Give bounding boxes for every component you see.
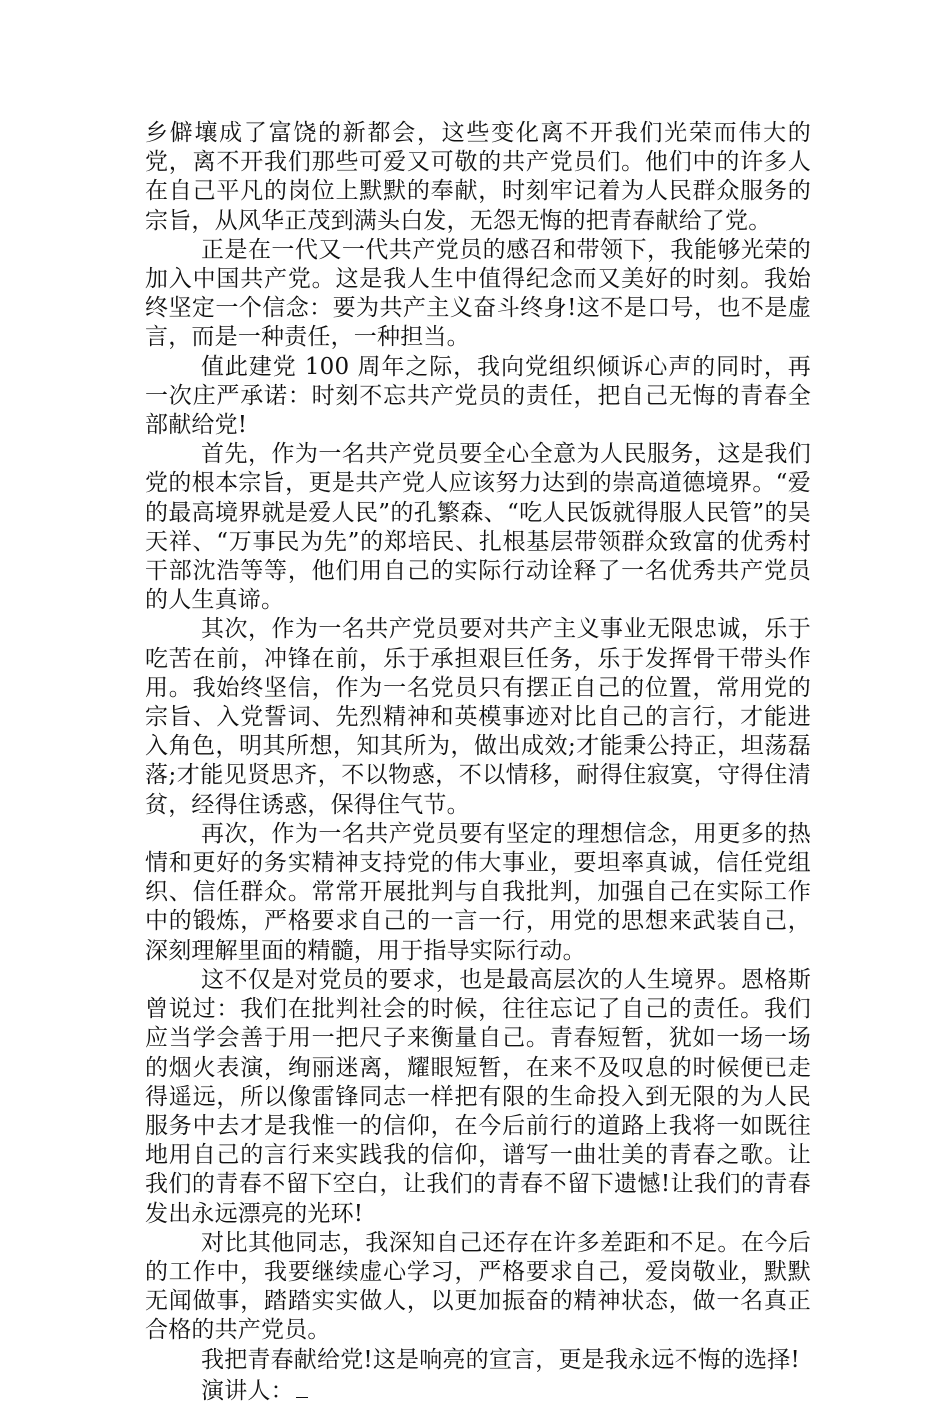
paragraph-6: 再次，作为一名共产党员要有坚定的理想信念，用更多的热情和更好的务实精神支持党的伟大事业，要坦率真诚，信任党组织、信任群众。常常开展批判与自我批判，加强自己在实际工作中的锻炼，严格要求自己的一言一行，用党的思想来武装自己，深刻理解里面的精髓，用于指导实际行动。 bbox=[145, 820, 811, 964]
signature-label: 演讲人： bbox=[201, 1377, 294, 1404]
paragraph-3: 值此建党 100 周年之际，我向党组织倾诉心声的同时，再一次庄严承诺：时刻不忘共产党员的责任，把自己无悔的青春全部献给党! bbox=[145, 353, 811, 439]
paragraph-8: 对比其他同志，我深知自己还存在许多差距和不足。在今后的工作中，我要继续虚心学习，严格要求自己，爱岗敬业，默默无闻做事，踏踏实实做人，以更加振奋的精神状态，做一名真正合格的共产党员。 bbox=[145, 1229, 811, 1344]
signature-line bbox=[145, 1375, 811, 1406]
paragraph-7: 这不仅是对党员的要求，也是最高层次的人生境界。恩格斯曾说过：我们在批判社会的时候，往往忘记了自己的责任。我们应当学会善于用一把尺子来衡量自己。青春短暂，犹如一场一场的烟火表演，绚丽迷离，耀眼短暂，在来不及叹息的时候便已走得遥远，所以像雷锋同志一样把有限的生命投入到无限的为人民服务中去才是我惟一的信仰，在今后前行的道路上我将一如既往地用自己的言行来实践我的信仰，谱写一曲壮美的青春之歌。让我们的青春不留下空白，让我们的青春不留下遗憾!让我们的青春发出永远漂亮的光环! bbox=[145, 966, 811, 1227]
paragraph-2: 正是在一代又一代共产党员的感召和带领下，我能够光荣的加入中国共产党。这是我人生中值得纪念而又美好的时刻。我始终坚定一个信念：要为共产主义奋斗终身!这不是口号，也不是虚言，而是一种责任，一种担当。 bbox=[145, 236, 811, 351]
paragraph-5: 其次，作为一名共产党员要对共产主义事业无限忠诚，乐于吃苦在前，冲锋在前，乐于承担艰巨任务，乐于发挥骨干带头作用。我始终坚信，作为一名党员只有摆正自己的位置，常用党的宗旨、入党誓词、先烈精神和英模事迹对比自己的言行，才能进入角色，明其所想，知其所为，做出成效;才能秉公持正，坦荡磊落;才能见贤思齐，不以物惑，不以情移，耐得住寂寞，守得住清贫，经得住诱惑，保得住气节。 bbox=[145, 616, 811, 818]
paragraph-9: 我把青春献给党!这是响亮的宣言，更是我永远不悔的选择! bbox=[201, 1346, 800, 1373]
document-body bbox=[145, 119, 811, 1406]
paragraph-4: 首先，作为一名共产党员要全心全意为人民服务，这是我们党的根本宗旨，更是共产党人应该努力达到的崇高道德境界。“爱的最高境界就是爱人民”的孔繁森、“吃人民饭就得服人民管”的吴天祥、“万事民为先”的郑培民、扎根基层带领群众致富的优秀村干部沈浩等等，他们用自己的实际行动诠释了一名优秀共产党员的人生真谛。 bbox=[145, 441, 811, 614]
paragraph-1: 乡僻壤成了富饶的新都会，这些变化离不开我们光荣而伟大的党，离不开我们那些可爱又可敬的共产党员们。他们中的许多人在自己平凡的岗位上默默的奉献，时刻牢记着为人民群众服务的宗旨，从风华正茂到满头白发，无怨无悔的把青春献给了党。 bbox=[145, 120, 811, 234]
signature-blank bbox=[296, 1375, 308, 1398]
